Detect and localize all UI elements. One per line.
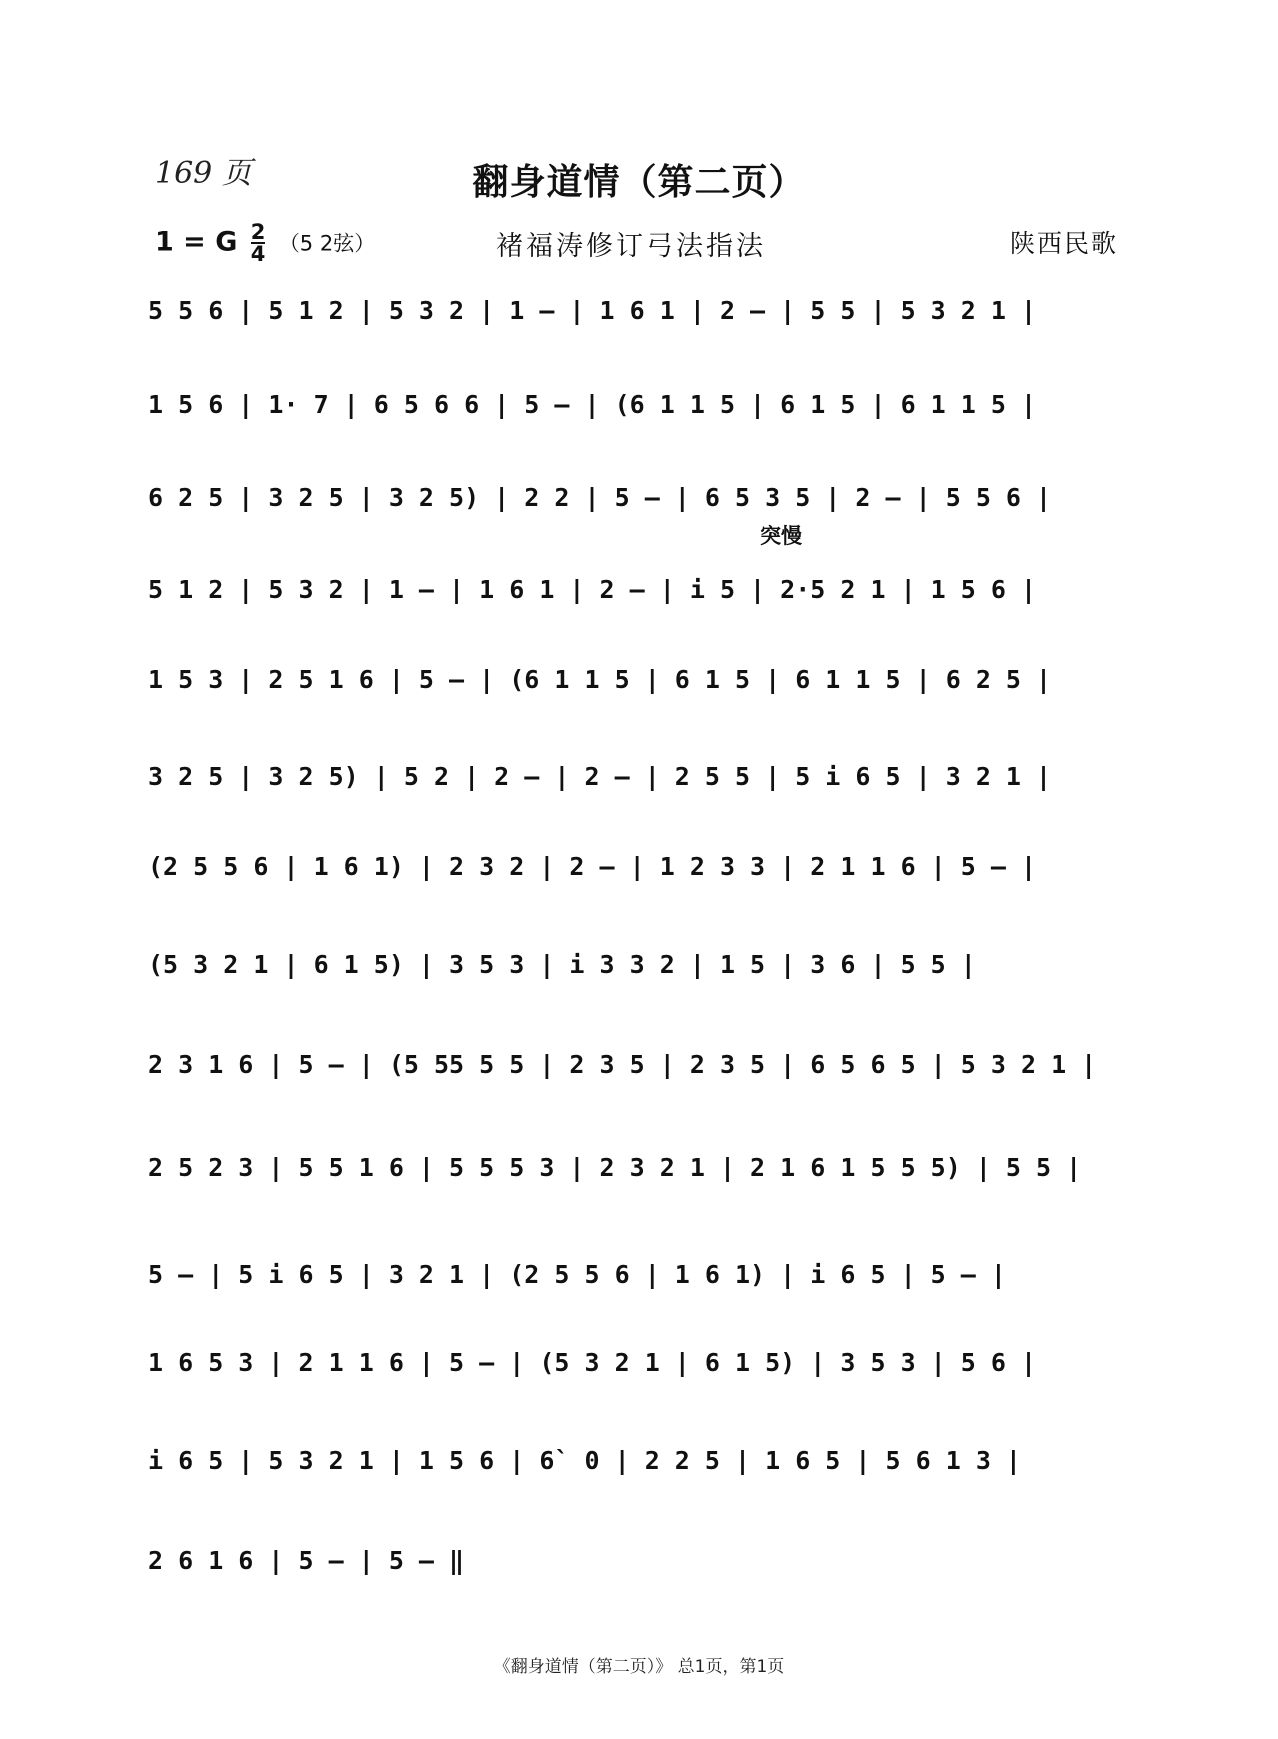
score-line-6: 3 2 5 | 3 2 5) | 5 2 | 2 – | 2 – | 2 5 5 | 5 i 6 5 | 3 2 1 | bbox=[148, 762, 1052, 791]
time-signature bbox=[251, 222, 266, 264]
score-line-14: 2 6 1 6 | 5 – | 5 – ‖ bbox=[148, 1546, 465, 1575]
origin-credit: 陕西民歌 bbox=[1010, 229, 1119, 258]
score-line-1: 5 5 6 | 5 1 2 | 5 3 2 | 1 – | 1 6 1 | 2 – | 5 5 | 5 3 2 1 | bbox=[148, 296, 1037, 325]
score-line-10: 2 5 2 3 | 5 5 1 6 | 5 5 5 3 | 2 3 2 1 | 2 1 6 1 5 5 5) | 5 5 | bbox=[148, 1153, 1082, 1182]
score-line-8: (5 3 2 1 | 6 1 5) | 3 5 3 | i 3 3 2 | 1 5 | 3 6 | 5 5 | bbox=[148, 950, 976, 979]
time-numerator: 2 bbox=[250, 220, 266, 244]
page-number: 169 页 bbox=[155, 156, 252, 191]
page-footer: 《翻身道情（第二页）》 总1页，第1页 bbox=[493, 1657, 785, 1677]
score-line-3: 6 2 5 | 3 2 5 | 3 2 5) | 2 2 | 5 – | 6 5 3 5 | 2 – | 5 5 6 | bbox=[148, 483, 1052, 512]
score-line-7: (2 5 5 6 | 1 6 1) | 2 3 2 | 2 – | 1 2 3 3 | 2 1 1 6 | 5 – | bbox=[148, 852, 1037, 881]
score-line-12: 1 6 5 3 | 2 1 1 6 | 5 – | (5 3 2 1 | 6 1 5) | 3 5 3 | 5 6 | bbox=[148, 1348, 1037, 1377]
score-line-9: 2 3 1 6 | 5 – | (5 55 5 5 | 2 3 5 | 2 3 5 | 6 5 6 5 | 5 3 2 1 | bbox=[148, 1050, 1097, 1079]
tempo-annotation: 突慢 bbox=[760, 524, 802, 548]
score-line-11: 5 – | 5 i 6 5 | 3 2 1 | (2 5 5 6 | 1 6 1) | i 6 5 | 5 – | bbox=[148, 1260, 1006, 1289]
key-signature-row bbox=[155, 222, 375, 264]
score-line-2: 1 5 6 | 1· 7 | 6 5 6 6 | 5 – | (6 1 1 5 | 6 1 5 | 6 1 1 5 | bbox=[148, 390, 1037, 419]
page-title: 翻身道情（第二页） bbox=[472, 162, 806, 203]
score-line-13: i 6 5 | 5 3 2 1 | 1 5 6 | 6` 0 | 2 2 5 | 1 6 5 | 5 6 1 3 | bbox=[148, 1446, 1021, 1475]
time-denominator: 4 bbox=[250, 242, 266, 266]
score-line-4: 5 1 2 | 5 3 2 | 1 – | 1 6 1 | 2 – | i 5 | 2·5 2 1 | 1 5 6 | bbox=[148, 575, 1037, 604]
key-signature: 1 = G bbox=[155, 226, 238, 258]
reviser-credit: 褚福涛修订弓法指法 bbox=[496, 231, 766, 262]
score-line-5: 1 5 3 | 2 5 1 6 | 5 – | (6 1 1 5 | 6 1 5 | 6 1 1 5 | 6 2 5 | bbox=[148, 665, 1052, 694]
string-tuning: （5 2弦） bbox=[278, 231, 376, 256]
